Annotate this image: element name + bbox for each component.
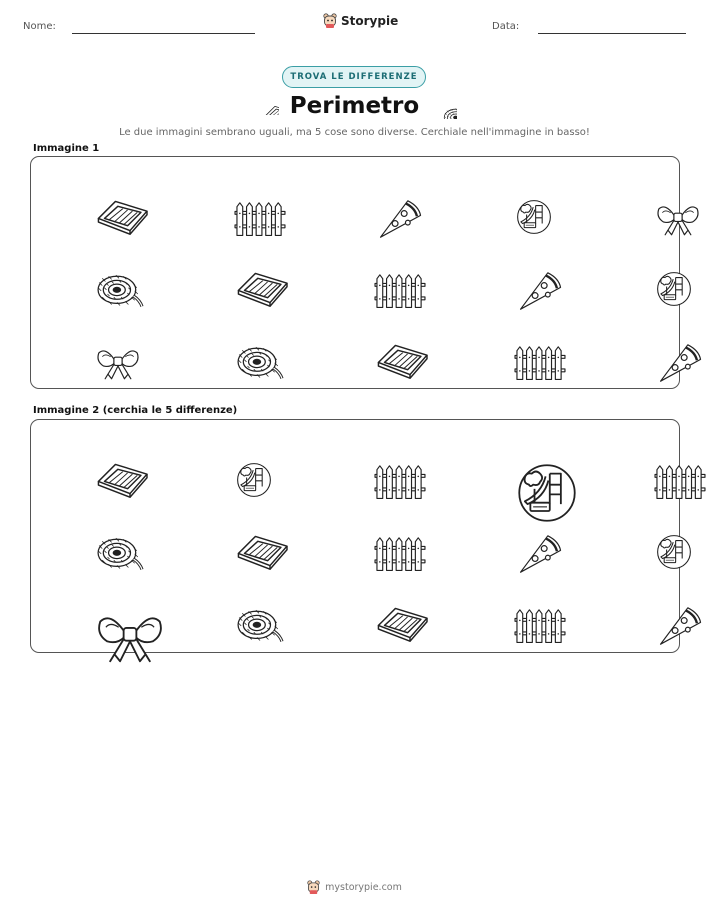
pizza-icon [353,179,399,219]
image1-cell-2-1[interactable] [213,324,259,362]
image2-cell-1-0[interactable] [73,515,119,553]
image2-cell-2-4[interactable] [633,586,679,626]
image2-cell-1-2[interactable] [352,514,400,554]
playground-icon [498,181,534,217]
image1-cell-2-0[interactable] [74,323,118,363]
image1-cell-2-3[interactable] [492,323,540,363]
tray-icon [69,182,123,216]
image2-cell-1-1[interactable] [209,517,263,551]
image2-cell-1-4[interactable] [638,516,674,552]
fence-icon [492,323,540,363]
image1-cell-0-4[interactable] [634,179,678,219]
pizza-icon [493,514,539,554]
image2-cell-0-4[interactable] [632,442,680,482]
name-line[interactable] [72,33,255,34]
date-label: Data: [492,21,520,32]
rope-icon [73,252,119,290]
pizza-icon [633,586,679,626]
fence-icon [352,442,400,482]
fence-icon [492,586,540,626]
instructions: Le due immagini sembrano uguali, ma 5 cose sono diverse. Cerchiale nell'immagine in basso! [119,127,590,138]
tray-icon [209,254,263,288]
storypie-mascot-icon [323,13,337,29]
image2-cell-2-3[interactable] [492,586,540,626]
bow-icon [74,323,118,363]
tray-icon [209,517,263,551]
image1-cell-0-3[interactable] [498,181,534,217]
date-line[interactable] [538,33,686,34]
image1-cell-0-2[interactable] [353,179,399,219]
page-title: Perimetro [289,93,420,119]
footer-mascot-icon [307,880,320,895]
bow-icon [62,575,130,637]
playground-icon [218,444,254,480]
image2-cell-2-2[interactable] [349,589,403,623]
footer [0,880,709,895]
image1-cell-0-1[interactable] [212,179,260,219]
image1-cell-2-4[interactable] [633,323,679,363]
image2-cell-2-1[interactable] [213,587,259,625]
playground-icon [638,253,674,289]
name-label: Nome: [23,21,56,32]
image1-cell-1-3[interactable] [493,251,539,291]
image2-cell-0-3[interactable] [486,432,547,493]
image2-cell-0-1[interactable] [218,444,254,480]
image1-cell-1-4[interactable] [638,253,674,289]
image1-panel [30,156,680,389]
rope-icon [213,587,259,625]
image1-cell-1-1[interactable] [209,254,263,288]
activity-badge: TROVA LE DIFFERENZE [282,66,426,88]
image1-cell-2-2[interactable] [349,326,403,360]
image2-cell-2-0[interactable] [62,575,130,637]
image1-cell-0-0[interactable] [69,182,123,216]
brand-name: Storypie [341,14,399,28]
image2-cell-1-3[interactable] [493,514,539,554]
image1-cell-1-2[interactable] [352,251,400,291]
rope-icon [73,515,119,553]
pizza-icon [633,323,679,363]
image2-cell-0-0[interactable] [69,445,123,479]
footer-url[interactable]: mystorypie.com [325,882,402,893]
image2-panel [30,419,680,653]
tray-icon [349,589,403,623]
bow-icon [634,179,678,219]
fence-icon [352,514,400,554]
fence-icon [212,179,260,219]
storypie-logo [323,13,398,29]
fence-icon [632,442,680,482]
pizza-icon [493,251,539,291]
image1-label: Immagine 1 [33,143,100,154]
playground-icon [486,432,547,493]
image1-cell-1-0[interactable] [73,252,119,290]
image2-label: Immagine 2 (cerchia le 5 differenze) [33,405,238,416]
playground-icon [638,516,674,552]
image2-cell-0-2[interactable] [352,442,400,482]
tray-icon [69,445,123,479]
title-rope-icon [429,93,457,123]
rope-icon [213,324,259,362]
tray-icon [349,326,403,360]
fence-icon [352,251,400,291]
